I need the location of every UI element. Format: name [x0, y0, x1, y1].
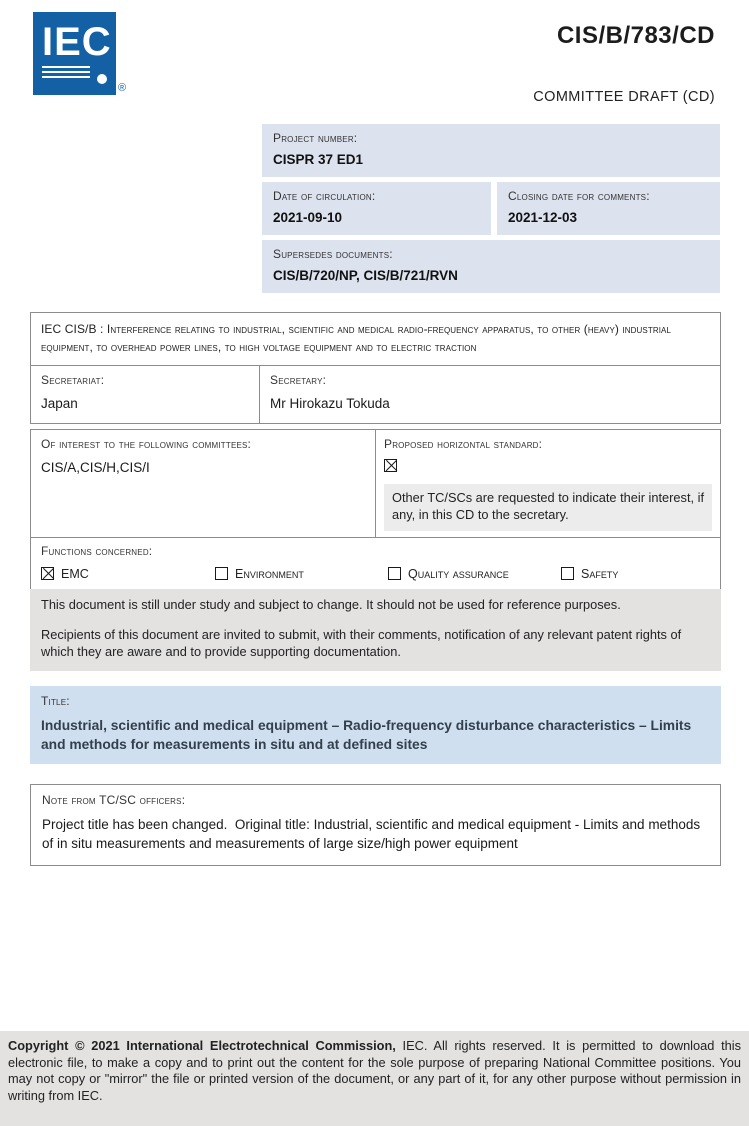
title-value: Industrial, scientific and medical equipment – Radio-frequency disturbance characteristics – Limits and methods for measurements in situ and at defined sites [41, 718, 692, 752]
functions-concerned-row [31, 537, 720, 591]
meta-boxes [262, 124, 720, 298]
interested-committees-value: CIS/A,CIS/H,CIS/I [41, 460, 150, 475]
function-item-environment [215, 567, 388, 581]
emc-label: EMC [61, 566, 89, 581]
closing-date-box [497, 182, 720, 235]
iec-logo-dot-icon [97, 74, 107, 84]
supersedes-value: CIS/B/720/NP, CIS/B/721/RVN [273, 268, 458, 283]
project-number-value: CISPR 37 ED1 [273, 152, 364, 167]
copyright-footer [0, 1031, 749, 1126]
safety-checkbox[interactable] [561, 567, 574, 580]
secretary-label: Secretary: [270, 373, 327, 387]
secretariat-label: Secretariat: [41, 373, 105, 387]
project-number-box [262, 124, 720, 177]
copyright-rest-segment: IEC. All rights reserved. It is permitted to download this electronic file, to make a copy and to print out the content for the sole purpose of preparing National Committee positions. You may not copy or "mirror" the file or printed version of the document, or any part of it, for any other purpose without permission in writing from IEC. [8, 1038, 741, 1103]
quality-assurance-checkbox[interactable] [388, 567, 401, 580]
function-item-safety [561, 567, 618, 581]
document-type: COMMITTEE DRAFT (CD) [533, 89, 715, 105]
date-of-circulation-label: Date of circulation: [273, 189, 376, 203]
closing-date-label: Closing date for comments: [508, 189, 650, 203]
closing-date-value: 2021-12-03 [508, 210, 578, 225]
supersedes-label: Supersedes documents: [273, 247, 393, 261]
date-of-circulation-value: 2021-09-10 [273, 210, 343, 225]
committee-description: IEC CIS/B : Interference relating to industrial, scientific and medical radio-frequency apparatus, to other (heavy) industrial equipment, to overhead power lines, to high voltage equipment and to electric traction [41, 322, 672, 354]
horizontal-standard-cell [376, 430, 720, 537]
functions-concerned-label: Functions concerned: [41, 543, 153, 558]
document-reference: CIS/B/783/CD [556, 22, 715, 49]
secretariat-value: Japan [41, 396, 78, 411]
environment-checkbox[interactable] [215, 567, 228, 580]
copyright-bold-segment: Copyright © 2021 International Electrotechnical Commission, [8, 1038, 396, 1053]
interested-committees-cell [31, 430, 376, 537]
date-of-circulation-box [262, 182, 491, 235]
project-number-label: Project number: [273, 131, 358, 145]
secretariat-cell [31, 366, 260, 423]
emc-checkbox[interactable] [41, 567, 54, 580]
study-notice-box [30, 589, 721, 671]
interest-table [30, 429, 721, 592]
committee-table [30, 312, 721, 424]
environment-label: Environment [235, 566, 304, 581]
copyright-text [8, 1038, 741, 1105]
supersedes-box [262, 240, 720, 293]
title-box [30, 686, 721, 764]
patents-notice-text: Recipients of this document are invited to submit, with their comments, notification of any relevant patent rights of which they are aware and to provide supporting documentation. [41, 626, 682, 659]
horizontal-standard-note: Other TC/SCs are requested to indicate their interest, if any, in this CD to the secretary. [384, 484, 712, 531]
interested-committees-label: Of interest to the following committees: [41, 437, 252, 451]
secretary-value: Mr Hirokazu Tokuda [270, 396, 390, 411]
safety-label: Safety [581, 566, 619, 581]
horizontal-standard-label: Proposed horizontal standard: [384, 437, 543, 451]
iec-logo [33, 12, 116, 95]
secretary-cell [260, 366, 720, 423]
officers-note-label: Note from TC/SC officers: [42, 793, 186, 807]
function-item-emc [41, 567, 215, 581]
horizontal-standard-checkbox[interactable] [384, 459, 397, 472]
function-item-quality-assurance [388, 567, 561, 581]
iec-logo-text: IEC [42, 20, 112, 64]
title-label: Title: [41, 694, 70, 708]
officers-note-value: Project title has been changed. Original title: Industrial, scientific and medical equipment - Limits and methods of in situ measurements and measurements of large size/high power equipment [42, 817, 701, 851]
study-notice-text: This document is still under study and subject to change. It should not be used for reference purposes. [41, 597, 621, 612]
iec-logo-lines-icon [42, 66, 90, 81]
officers-note-box [30, 784, 721, 866]
registered-trademark-icon: ® [118, 82, 127, 94]
quality-assurance-label: Quality assurance [408, 566, 509, 581]
